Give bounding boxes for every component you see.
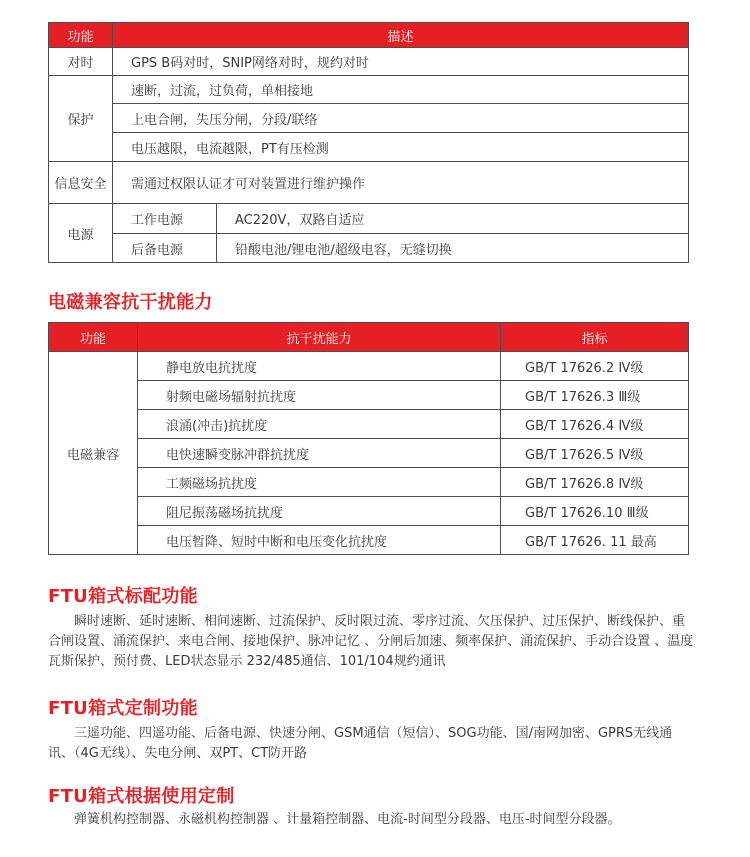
emc-header-indicator: 指标 [501, 323, 689, 352]
emc-item: 电快速瞬变脉冲群抗扰度 [138, 439, 501, 468]
row-desc-security: 需通过权限认证才可对装置进行维护操作 [113, 162, 689, 204]
emc-item: 电压暂降、短时中断和电压变化抗扰度 [138, 526, 501, 555]
protect-item: 上电合闸，失压分闸，分段/联络 [113, 104, 689, 133]
power-type: 工作电源 [113, 204, 217, 234]
emc-standard: GB/T 17626. 11 最高 [501, 526, 689, 555]
emc-standard: GB/T 17626.4 Ⅳ级 [501, 410, 689, 439]
emc-group-label: 电磁兼容 [49, 352, 138, 555]
row-label-protect: 保护 [49, 76, 113, 162]
power-desc: 铅酸电池/锂电池/超级电容，无缝切换 [217, 234, 689, 263]
emc-standard: GB/T 17626.8 Ⅳ级 [501, 468, 689, 497]
standard-section-title: FTU箱式标配功能 [48, 586, 198, 607]
emc-standard: GB/T 17626.5 Ⅳ级 [501, 439, 689, 468]
row-desc-sync: GPS B码对时，SNIP网络对时，规约对时 [113, 48, 689, 76]
table-header-description: 描述 [113, 23, 689, 48]
row-label-security: 信息安全 [49, 162, 113, 204]
function-table [48, 22, 689, 263]
custom-section-title: FTU箱式定制功能 [48, 698, 198, 719]
emc-table [48, 322, 689, 555]
emc-item: 射频电磁场辐射抗扰度 [138, 381, 501, 410]
usage-section-title: FTU箱式根据使用定制 [48, 786, 235, 807]
row-label-sync: 对时 [49, 48, 113, 76]
standard-functions-text: 瞬时速断、延时速断、相间速断、过流保护、反时限过流、零序过流、欠压保护、过压保护、断线保护、重合闸设置、涌流保护、来电合闸、接地保护、脉冲记忆 、分闸后加速、频率保护、涌流保护、手动合设置 、温度瓦斯保护、预付费、LED状态显示 232/485通信、101/104规约通讯 [48, 614, 694, 669]
custom-functions-text: 三遥功能、四遥功能、后备电源、快速分闸、GSM通信（短信）、SOG功能、国/南网加密、GPRS无线通讯、（4G无线）、失电分闸、双PT、CT防开路 [48, 726, 673, 761]
usage-text: 弹簧机构控制器、永磁机构控制器 、计量箱控制器、电流-时间型分段器、电压-时间型分段器。 [74, 812, 621, 827]
table-header-function: 功能 [49, 23, 113, 48]
emc-header-function: 功能 [49, 323, 138, 352]
emc-header-capability: 抗干扰能力 [138, 323, 501, 352]
emc-standard: GB/T 17626.10 Ⅲ级 [501, 497, 689, 526]
emc-standard: GB/T 17626.3 Ⅲ级 [501, 381, 689, 410]
emc-item: 静电放电抗扰度 [138, 352, 501, 381]
emc-item: 工频磁场抗扰度 [138, 468, 501, 497]
power-type: 后备电源 [113, 234, 217, 263]
protect-item: 速断，过流，过负荷，单相接地 [113, 76, 689, 104]
emc-item: 阻尼振荡磁场抗扰度 [138, 497, 501, 526]
protect-item: 电压越限，电流越限，PT有压检测 [113, 133, 689, 162]
emc-section-title: 电磁兼容抗干扰能力 [48, 292, 213, 313]
power-desc: AC220V，双路自适应 [217, 204, 689, 234]
row-label-power: 电源 [49, 204, 113, 263]
emc-standard: GB/T 17626.2 Ⅳ级 [501, 352, 689, 381]
emc-item: 浪涌(冲击)抗扰度 [138, 410, 501, 439]
